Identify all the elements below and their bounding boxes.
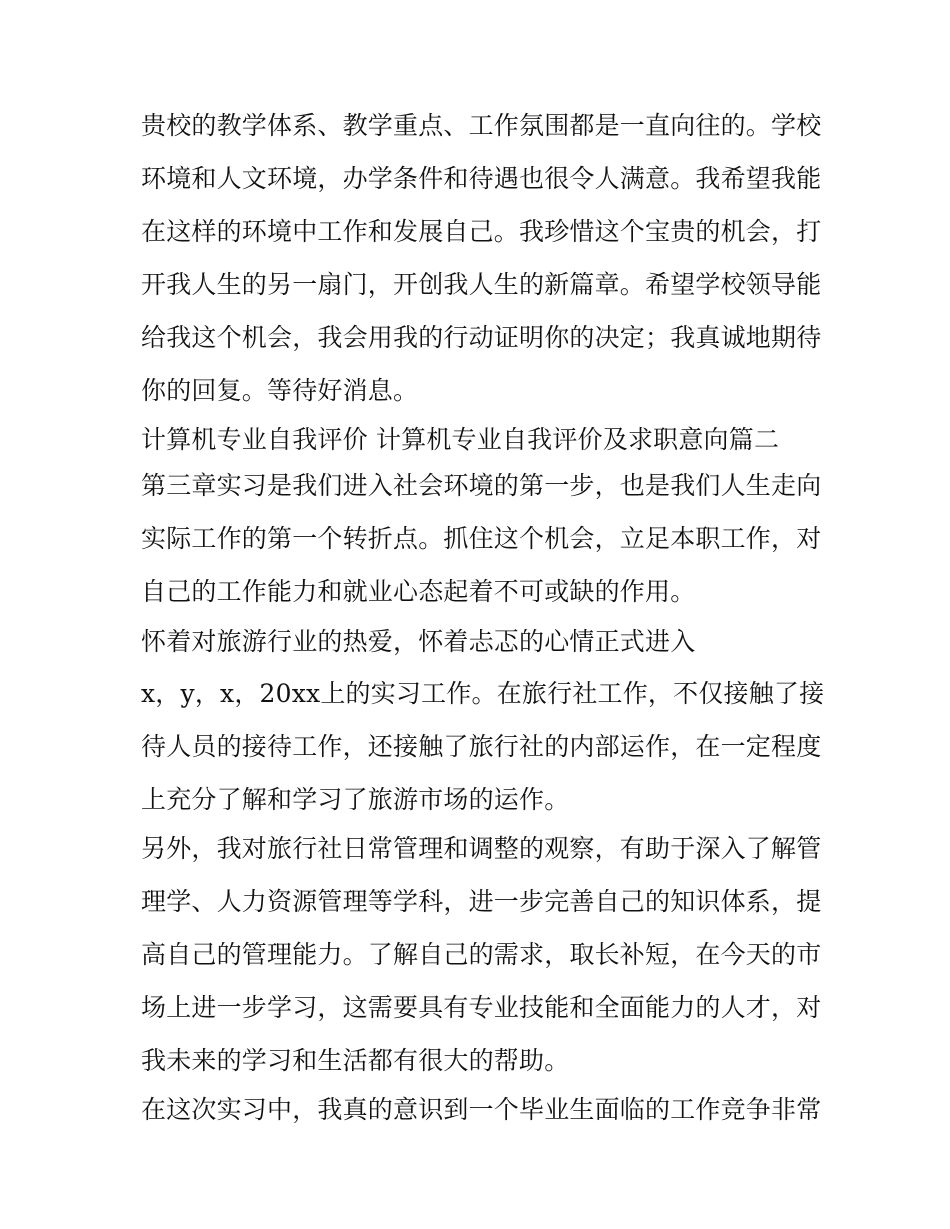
text-line: 开我人生的另一扇门，开创我人生的新篇章。希望学校领导能 bbox=[141, 270, 822, 299]
text-line: 贵校的教学体系、教学重点、工作氛围都是一直向往的。学校 bbox=[141, 111, 822, 140]
text-line: 上充分了解和学习了旅游市场的运作。 bbox=[141, 785, 570, 814]
text-line: 场上进一步学习，这需要具有专业技能和全面能力的人才，对 bbox=[141, 993, 822, 1022]
text-line: 在这样的环境中工作和发展自己。我珍惜这个宝贵的机会，打 bbox=[141, 217, 822, 246]
section-heading: 计算机专业自我评价 计算机专业自我评价及求职意向篇二 bbox=[141, 425, 780, 454]
text-line: 怀着对旅游行业的热爱，怀着忐忑的心情正式进入 bbox=[141, 627, 696, 656]
text-line: 待人员的接待工作，还接触了旅行社的内部运作，在一定程度 bbox=[141, 732, 822, 761]
text-line: 理学、人力资源管理等学科，进一步完善自己的知识体系，提 bbox=[141, 887, 822, 916]
text-line: 你的回复。等待好消息。 bbox=[141, 376, 419, 405]
text-line: 我未来的学习和生活都有很大的帮助。 bbox=[141, 1046, 570, 1075]
text-line: x，y，x，20xx上的实习工作。在旅行社工作，不仅接触了接 bbox=[141, 679, 825, 708]
text-line: 第三章实习是我们进入社会环境的第一步，也是我们人生走向 bbox=[141, 471, 822, 500]
text-line: 自己的工作能力和就业心态起着不可或缺的作用。 bbox=[141, 577, 696, 606]
text-line: 另外，我对旅行社日常管理和调整的观察，有助于深入了解管 bbox=[141, 834, 822, 863]
text-line: 在这次实习中，我真的意识到一个毕业生面临的工作竞争非常 bbox=[141, 1095, 822, 1124]
text-line: 高自己的管理能力。了解自己的需求，取长补短，在今天的市 bbox=[141, 940, 822, 969]
text-line: 环境和人文环境，办学条件和待遇也很令人满意。我希望我能 bbox=[141, 164, 822, 193]
text-line: 实际工作的第一个转折点。抓住这个机会，立足本职工作，对 bbox=[141, 524, 822, 553]
text-line: 给我这个机会，我会用我的行动证明你的决定；我真诚地期待 bbox=[141, 323, 822, 352]
